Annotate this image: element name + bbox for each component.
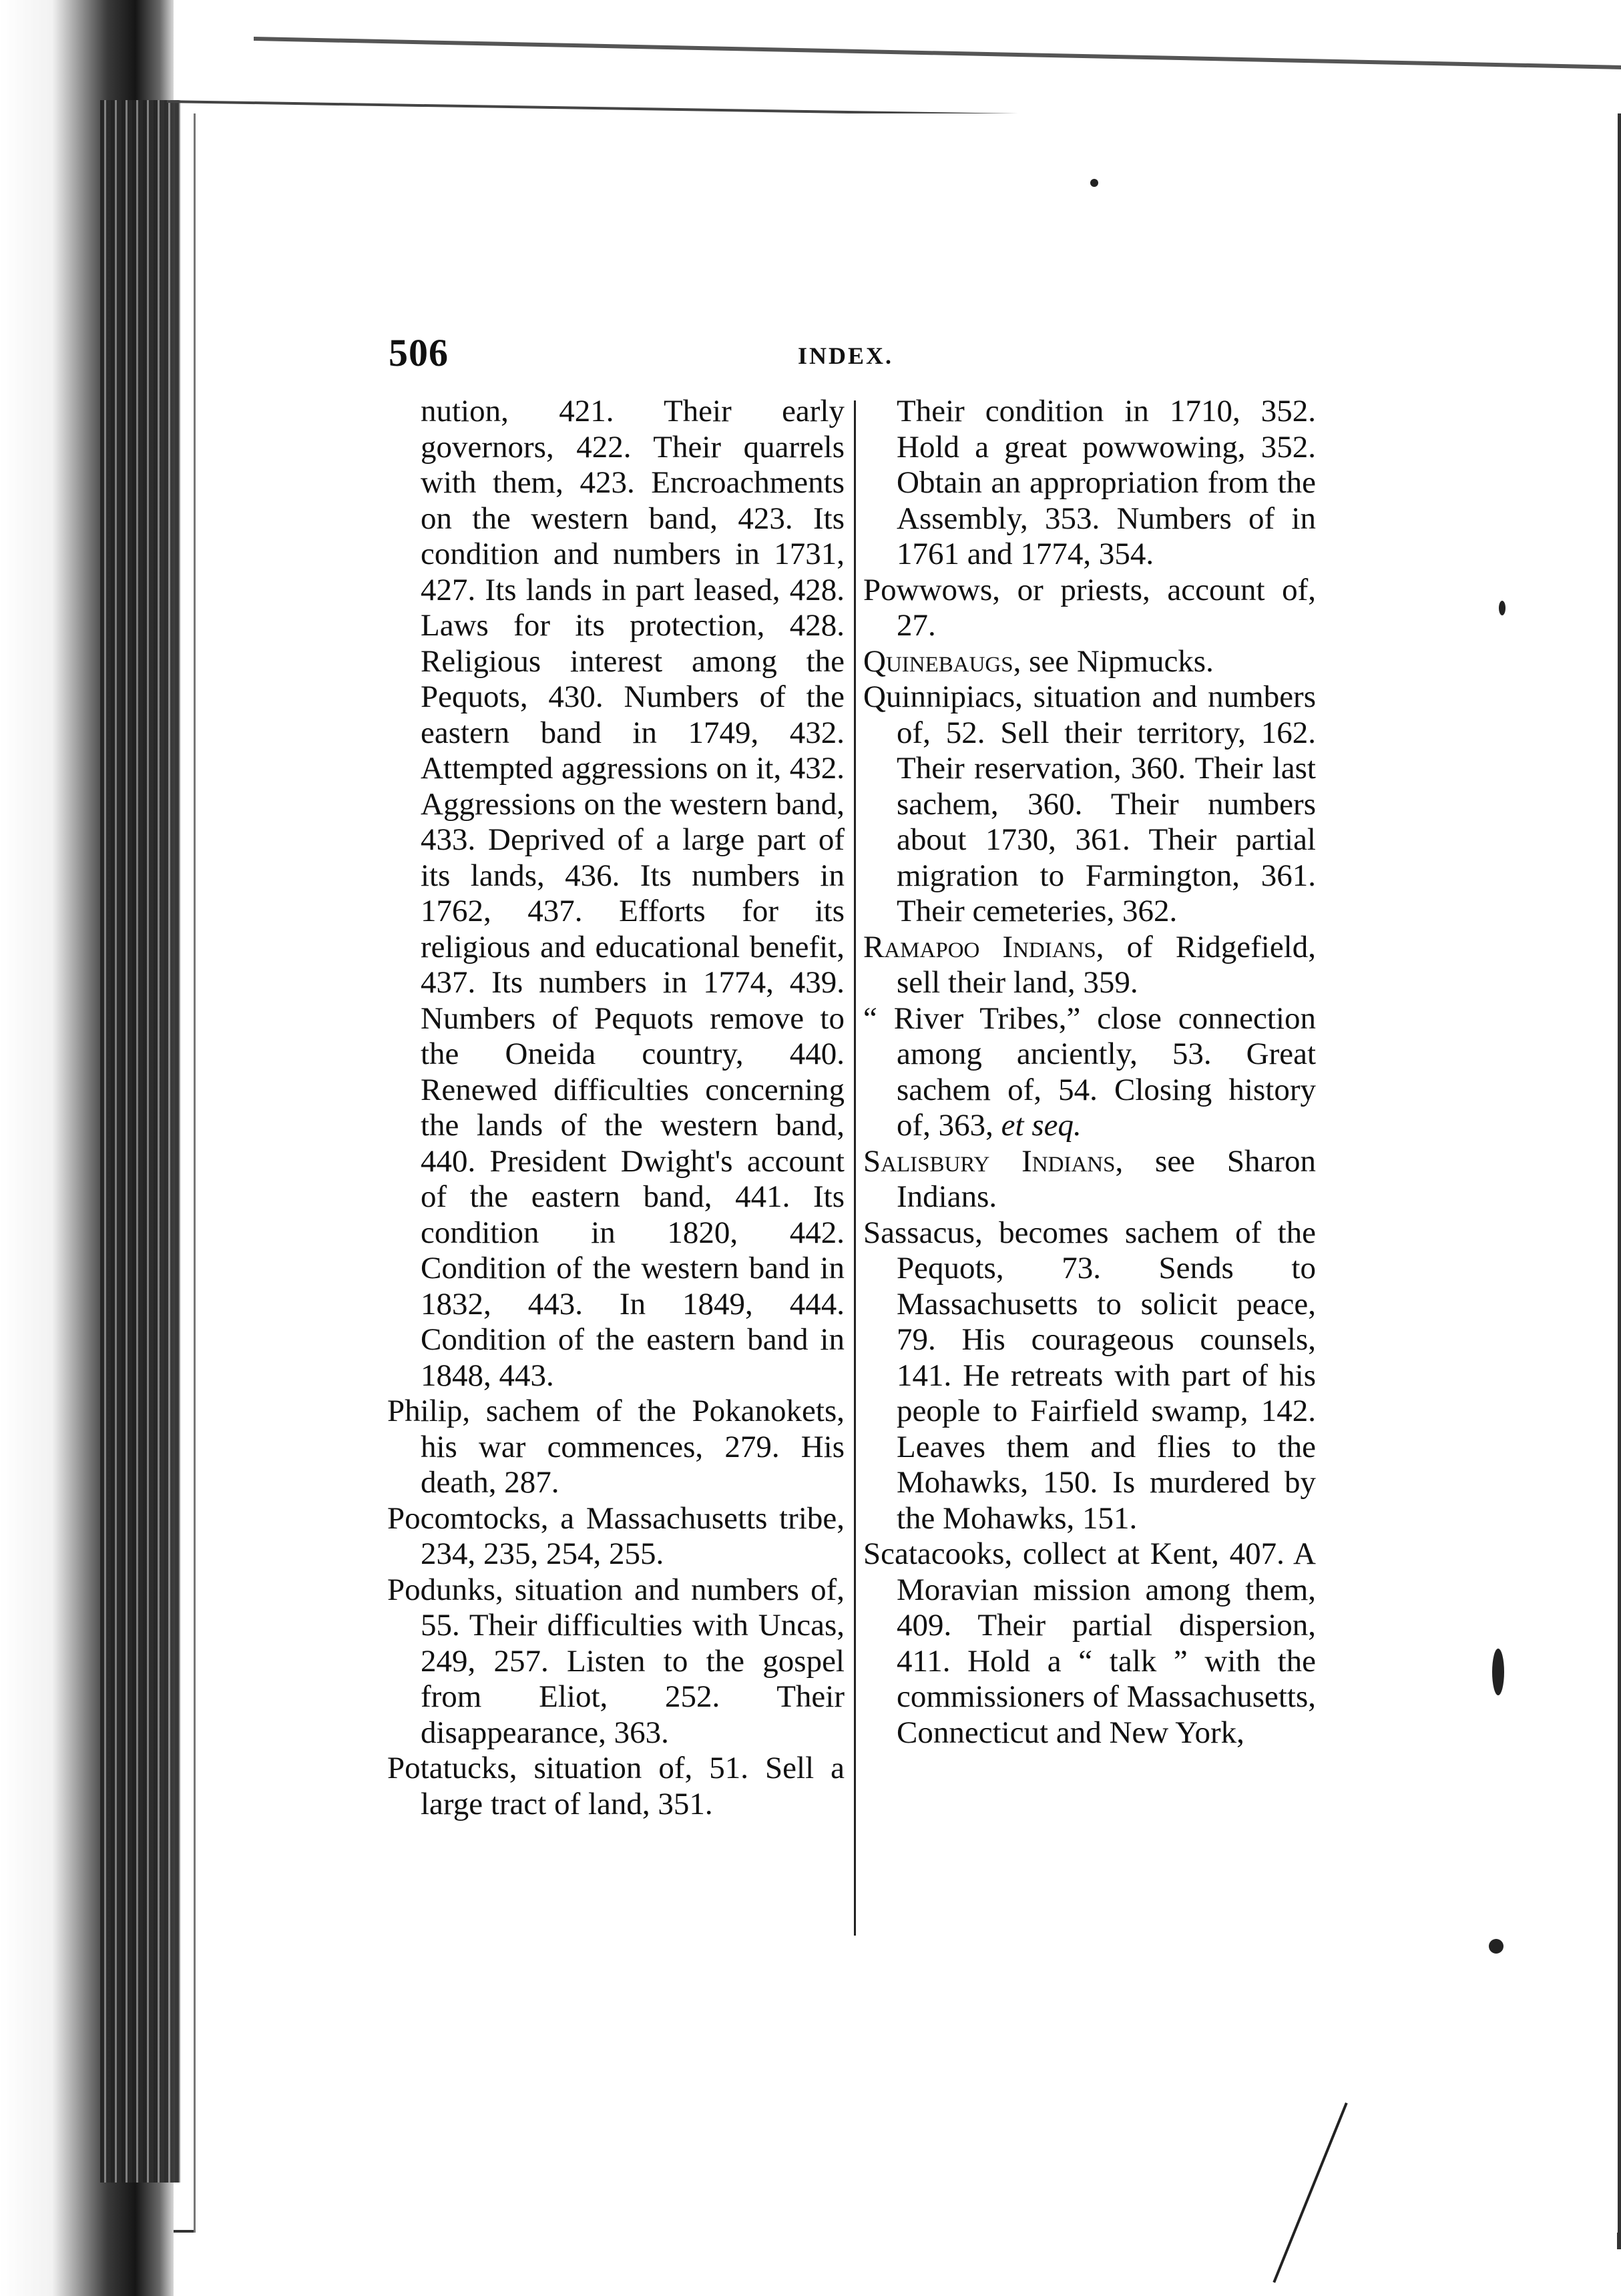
index-entry-quinebaugs [863,644,1316,680]
index-entry-philip [387,1394,845,1501]
scan-speck [1499,601,1506,615]
entry-text: , situation of, 51. Sell a large tract of land, 351. [421,1751,845,1821]
entry-headword: Sassacus [863,1215,975,1250]
entry-text: , collect at Kent, 407. A Moravian mission among them, 409. Their partial dispersion, 411. Hold a “ talk ” with the commissioners of Massachusetts, Connecticut and New York, [897,1536,1316,1750]
entry-text: , of Ridgefield, sell their land, 359. [897,929,1316,1000]
column-divider [854,400,856,1936]
entry-headword: Powwows [863,572,993,607]
entry-text: , see Nipmucks. [1013,643,1214,679]
left-continuation-text: nution, 421. Their early governors, 422. Their quarrels with them, 423. Encroachments on the western band, 423. Its condition and numbers in 1731, 427. Its lands in part leased, 428. Laws for its protection, 428. Religious interest among the Pequots, 430. Numbers of the eastern band in 1749, 432. Attempted aggressions on it, 432. Aggressions on the western band, 433. Deprived of a large part of its lands, 436. Its numbers in 1762, 437. Efforts for its religious and educational benefit, 437. Its numbers in 1774, 439. Numbers of Pequots remove to the Oneida country, 440. Renewed difficulties concerning the lands of the western band, 440. President Dwight's account of the eastern band, 441. Its condition in 1820, 442. Condition of the western band in 1832, 443. In 1849, 444. Condition of the eastern band in 1848, 443. [421,394,845,1393]
index-entry-salisbury-indians [863,1144,1316,1215]
entry-headword: Pocomtocks [387,1500,541,1536]
entry-headword: Quinnipiacs [863,679,1015,714]
entry-headword: “ River Tribes,” [863,1000,1081,1036]
entry-text: , becomes sachem of the Pequots, 73. Sends to Massachusetts to solicit peace, 79. His courageous counsels, 141. He retreats with part of his people to Fairfield swamp, 142. Leaves them and flies to the Mohawks, 150. Is murdered by the Mohawks, 151. [897,1215,1316,1536]
entry-text: , or priests, account of, 27. [897,572,1316,643]
entry-text: , see Sharon Indians. [897,1143,1316,1214]
page-edges [100,100,180,2183]
index-entry-sassacus [863,1215,1316,1537]
index-entry-pocomtocks [387,1501,845,1572]
index-entry-quinnipiacs [863,679,1316,930]
entry-headword: Podunks [387,1572,495,1607]
right-continuation-text: Their condition in 1710, 352. Hold a great powwowing, 352. Obtain an appropriation from the Assembly, 353. Numbers of in 1761 and 1774, 354. [897,394,1316,571]
entry-text: , a Massachusetts tribe, 234, 235, 254, 255. [421,1500,845,1571]
scan-speck [1489,1939,1503,1954]
entry-text: , situation and numbers of, 52. Sell their territory, 162. Their reservation, 360. Their last sachem, 360. Their numbers about 1730, 361. Their partial migration to Farmington, 361. Their cemeteries, 362. [897,679,1316,928]
page-number: 506 [389,331,449,374]
index-entry-potatucks [387,1751,845,1822]
index-entry-scatacooks [863,1536,1316,1751]
entry-headword: Potatucks [387,1751,509,1785]
index-entry-powwows [863,573,1316,644]
scan-speck [1492,1649,1504,1695]
entry-italic-tail: et seq. [1001,1108,1082,1143]
left-column [387,394,845,1822]
scan-speck [1090,179,1098,187]
entry-headword: Ramapoo Indians [863,929,1096,964]
entry-text: close connection among anciently, 53. Great sachem of, 54. Closing history of, 363, [897,1000,1316,1143]
entry-headword: Scatacooks [863,1536,1005,1571]
entry-text: , situation and numbers of, 55. Their difficulties with Uncas, 249, 257. Listen to the gospel from Eliot, 252. Their disappearance, 363. [421,1572,845,1750]
index-entry-ramapoo-indians [863,930,1316,1001]
entry-headword: Salisbury Indians [863,1143,1116,1179]
right-column [863,394,1316,1751]
entry-headword: Philip [387,1394,463,1428]
running-head: INDEX. [798,342,894,369]
index-entry-podunks [387,1572,845,1751]
entry-headword: Quinebaugs [863,643,1013,679]
entry-text: , sachem of the Pokanokets, his war commences, 279. His death, 287. [421,1394,845,1500]
index-entry-river-tribes [863,1001,1316,1144]
